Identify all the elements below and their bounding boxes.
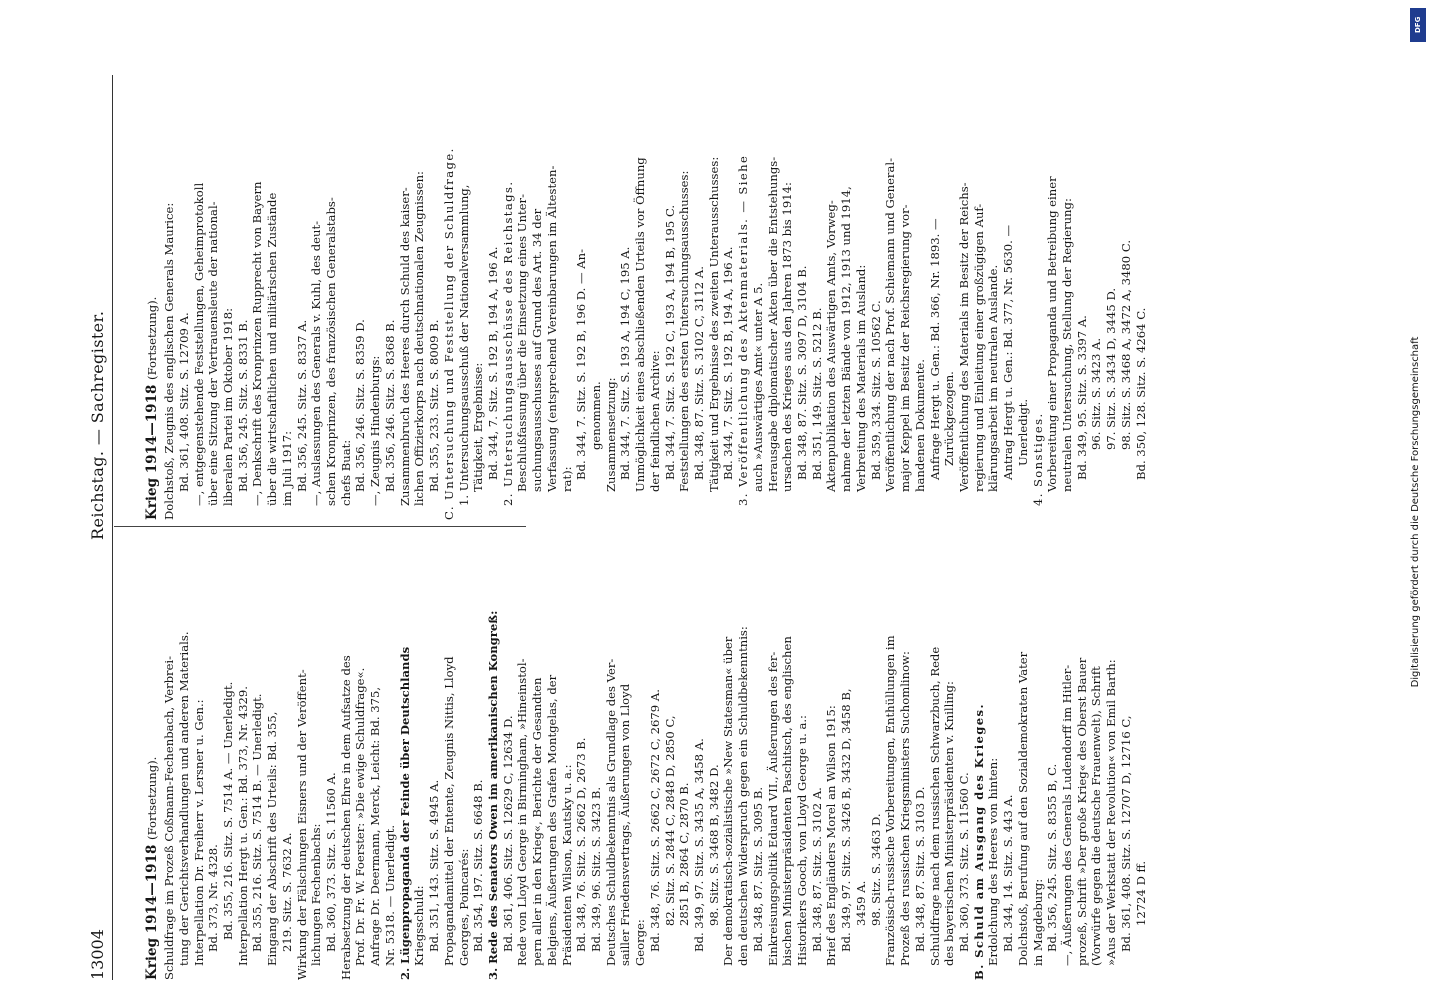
entry-text: Bd. 349, 96. Sitz. S. 3423 B. <box>588 786 603 952</box>
index-entry-line <box>942 75 957 520</box>
entry-text: regierung und Einleitung einer großzügigen Auf- <box>971 203 986 492</box>
index-entry-line <box>457 75 472 520</box>
index-entry-line <box>957 75 972 520</box>
entry-text: Erdolchung des Heeres von hinten: <box>986 757 1001 966</box>
entry-text: Bd. 344, 7. Sitz. S. 193 A, 194 C, 195 A. <box>618 246 633 480</box>
index-entry-line <box>427 530 442 980</box>
index-entry-line <box>412 530 427 980</box>
entry-text: 2. Untersuchungsausschüsse des Reichstags. <box>500 180 515 506</box>
index-entry-line <box>442 75 457 520</box>
index-entry-line <box>545 530 560 980</box>
entry-text: Bd. 348, 87. Sitz. S. 3103 D. <box>912 786 927 952</box>
index-entry-line <box>648 75 663 520</box>
index-entry-line <box>751 530 766 980</box>
entry-text: Bd. 356, 245. Sitz. S. 8331 B. <box>235 319 250 492</box>
index-entry-line <box>560 75 575 520</box>
entry-text: tung der Gerichtsverhandlungen und anderen Materials. <box>176 631 191 966</box>
entry-text: Bd. 359, 334. Sitz. S. 10562 C. <box>868 300 883 480</box>
index-entry-line <box>280 530 295 980</box>
index-entry-line <box>1075 75 1090 520</box>
entry-text: 98. Sitz. S. 3463 D. <box>868 813 883 926</box>
index-entry-line <box>1031 75 1046 520</box>
index-entry-line <box>1104 75 1119 520</box>
entry-text: pern aller in den Krieg«, Berichte der Gesandten <box>530 677 545 966</box>
index-entry-line <box>972 75 987 520</box>
index-entry-line <box>530 530 545 980</box>
entry-text: suchungsausschusses auf Grund des Art. 34 der <box>530 208 545 492</box>
entry-text: Bd. 350, 128. Sitz. S. 4264 C. <box>1133 307 1148 480</box>
entry-text: 2. Lügenpropaganda der Feinde über Deutschlands <box>397 646 412 980</box>
entry-text: George: <box>633 919 648 966</box>
entry-text: Einkreisungspolitik Eduard VII., Äußerungen des fer- <box>765 651 780 966</box>
entry-text: Bd. 349, 97. Sitz. S. 3426 B, 3432 D, 3458 B, <box>839 688 854 952</box>
entry-text: Kriegsschuld: <box>412 885 427 966</box>
index-entry-line <box>206 75 221 520</box>
entry-text: 82. Sitz. S. 2844 C, 2848 D, 2850 C, <box>662 715 677 926</box>
index-entry-line <box>339 530 354 980</box>
index-entry-line <box>589 530 604 980</box>
entry-text: Krieg 1914—1918 <box>144 839 160 980</box>
index-entry-line <box>295 530 310 980</box>
index-entry-line <box>309 530 324 980</box>
column-divider <box>114 526 526 527</box>
entry-text: Unerledigt. <box>1015 398 1030 466</box>
index-entry-line <box>663 530 678 980</box>
entry-text: Bd. 355, 216. Sitz. S. 7514 B. — Unerledigt. <box>250 693 265 952</box>
heading-continuation: (Fortsetzung). <box>145 756 159 840</box>
entry-text: des bayerischen Ministerpräsidenten v. Knilling: <box>942 681 957 966</box>
entry-text: 12724 D ff. <box>1133 860 1148 926</box>
index-entry-line <box>986 75 1001 520</box>
entry-text: Propagandamittel der Entente, Zeugnis Nittis, Lloyd <box>441 656 456 966</box>
entry-text: —, Denkschrift des Kronprinzen Rupprecht von Bayern <box>250 181 265 506</box>
index-entry-line <box>1104 530 1119 980</box>
entry-text: lichen Offizierkorps nach deutschnationalen Zeugnissen: <box>412 171 427 506</box>
index-entry-line <box>721 75 736 520</box>
entry-text: Verbreitung des Materials im Ausland: <box>853 264 868 492</box>
entry-text: Beschlußfassung über die Einsetzung eines Unter- <box>515 193 530 492</box>
running-head: Reichstag. — Sachregister. <box>88 310 107 540</box>
entry-text: —, Äußerungen des Generals Ludendorff im Hitler- <box>1059 664 1074 966</box>
entry-text: chefs Buat: <box>338 439 353 506</box>
index-entry-line <box>442 530 457 980</box>
index-entry-line <box>972 530 987 980</box>
section-heading <box>144 75 161 520</box>
index-entry-line <box>560 530 575 980</box>
entry-text: Bd. 349, 95. Sitz. S. 3397 A. <box>1074 315 1089 480</box>
index-entry-line <box>633 530 648 980</box>
index-entry-line <box>589 75 604 520</box>
index-entry-line <box>177 75 192 520</box>
index-entry-line <box>574 75 589 520</box>
index-entry-line <box>736 530 751 980</box>
entry-text: Zurückgezogen. <box>942 371 957 466</box>
index-entry-line <box>324 75 339 520</box>
index-entry-line <box>839 75 854 520</box>
entry-text: Tätigkeit, Ergebnisse: <box>471 362 486 492</box>
index-entry-line <box>898 75 913 520</box>
entry-text: Bd. 351, 143. Sitz. S. 4945 A. <box>427 779 442 952</box>
index-entry-line <box>766 75 781 520</box>
entry-text: Bd. 348, 76. Sitz. S. 2662 C, 2672 C, 2679 A. <box>647 689 662 952</box>
index-entry-line <box>633 75 648 520</box>
entry-text: Verfassung (entsprechend Vereinbarungen im Ältesten- <box>544 165 559 492</box>
index-entry-line <box>398 530 413 980</box>
entry-text: Krieg 1914—1918 <box>144 379 160 520</box>
page-number: 13004 <box>88 929 107 980</box>
index-entry-line <box>206 530 221 980</box>
index-entry-line <box>1075 530 1090 980</box>
index-entry-line <box>707 530 722 980</box>
entry-text: Bd. 361, 408. Sitz. S. 12707 D, 12716 C, <box>1118 715 1133 952</box>
index-entry-line <box>824 75 839 520</box>
entry-text: Prozeß des russischen Kriegsministers Suchomlinow: <box>898 651 913 966</box>
index-entry-line <box>854 75 869 520</box>
index-entry-line <box>942 530 957 980</box>
entry-text: auch »Auswärtiges Amt« unter A 5. <box>750 282 765 492</box>
index-entry-line <box>913 75 928 520</box>
index-entry-line <box>471 75 486 520</box>
index-entry-line <box>1134 530 1149 980</box>
entry-text: 98. Sitz. S. 3468 A, 3472 A, 3480 C. <box>1118 239 1133 450</box>
index-entry-line <box>574 530 589 980</box>
index-entry-line <box>162 530 177 980</box>
entry-text: Bd. 344, 7. Sitz. S. 192 B, 194 A, 196 A. <box>485 246 500 480</box>
entry-text: liberalen Partei im Oktober 1918: <box>221 308 236 506</box>
entry-text: handenen Dokumente. <box>912 359 927 492</box>
entry-text: 98. Sitz. S. 3468 B, 3482 D. <box>706 764 721 926</box>
entry-text: 97. Sitz. S. 3434 D, 3445 D. <box>1104 287 1119 450</box>
index-entry-line <box>353 75 368 520</box>
index-entry-line <box>192 530 207 980</box>
index-entry-line <box>1060 530 1075 980</box>
index-entry-line <box>515 530 530 980</box>
index-entry-line <box>883 75 898 520</box>
index-entry-line <box>250 530 265 980</box>
entry-text: Bd. 354, 197. Sitz. S. 6648 B. <box>471 779 486 952</box>
index-entry-line <box>1134 75 1149 520</box>
index-entry-line <box>162 75 177 520</box>
entry-text: Feststellungen des ersten Untersuchungsausschusses: <box>677 170 692 492</box>
entry-text: Französisch-russische Vorbereitungen, Enthüllungen im <box>883 635 898 966</box>
index-entry-line <box>721 530 736 980</box>
index-entry-line <box>265 530 280 980</box>
entry-text: Schuldfrage nach dem russischen Schwarzbuch, Rede <box>927 646 942 966</box>
index-entry-line <box>471 530 486 980</box>
index-entry-line <box>854 530 869 980</box>
index-entry-line <box>692 75 707 520</box>
index-entry-line <box>265 75 280 520</box>
entry-text: Antrag Hergt u. Gen.: Bd. 377, Nr. 5630. — <box>1001 224 1016 480</box>
index-entry-line <box>766 530 781 980</box>
entry-text: Nr. 5318. — Unerledigt. <box>382 824 397 966</box>
entry-text: Aktenpublikation des Auswärtigen Amts, Vorweg- <box>824 200 839 492</box>
index-entry-line <box>383 75 398 520</box>
entry-text: prozeß, Schrift »Der große Krieg« des Oberst Bauer <box>1074 657 1089 966</box>
index-entry-line <box>648 530 663 980</box>
entry-text: Veröffentlichung der nach Prof. Schiemann und General- <box>883 157 898 492</box>
index-entry-line <box>309 75 324 520</box>
index-entry-line <box>780 530 795 980</box>
index-entry-line <box>869 75 884 520</box>
index-entry-line <box>928 530 943 980</box>
index-entry-line <box>898 530 913 980</box>
index-entry-line <box>618 75 633 520</box>
index-entry-line <box>1001 530 1016 980</box>
entry-text: Rede von Lloyd George in Birmingham, »Hineinstol- <box>515 658 530 966</box>
entry-text: Bd. 348, 76. Sitz. S. 2662 D, 2673 B. <box>574 737 589 952</box>
index-entry-line <box>221 530 236 980</box>
entry-text: Bd. 351, 149. Sitz. S. 5212 B. <box>809 307 824 480</box>
entry-text: Veröffentlichung des Materials im Besitz der Reichs- <box>956 182 971 492</box>
entry-text: Anfrage Hergt u. Gen.: Bd. 366, Nr. 1893. — <box>927 218 942 480</box>
entry-text: rat): <box>559 466 574 492</box>
entry-text: Dolchstoß, Berufung auf den Sozialdemokraten Vater <box>1015 651 1030 966</box>
entry-text: Bd. 360, 373. Sitz. S. 11560 A. <box>324 772 339 952</box>
entry-text: Brief des Engländers Morel an Wilson 1915: <box>824 705 839 966</box>
index-entry-line <box>986 530 1001 980</box>
index-entry-line <box>1119 75 1134 520</box>
index-entry-line <box>1060 75 1075 520</box>
index-entry-line <box>1045 530 1060 980</box>
index-entry-line <box>353 530 368 980</box>
index-entry-line <box>515 75 530 520</box>
index-entry-line <box>295 75 310 520</box>
right-column <box>144 75 1148 520</box>
index-entry-line <box>486 75 501 520</box>
entry-text: Historikers Gooch, von Lloyd George u. a.: <box>795 715 810 966</box>
entry-text: Prof. Dr. Fr. W. Foerster: »Die ewige Schuldfrage«. <box>353 667 368 966</box>
entry-text: Bd. 344, 7. Sitz. S. 192 B, 196 D. — An- <box>574 248 589 480</box>
index-entry-line <box>250 75 265 520</box>
entry-text: Tätigkeit und Ergebnisse des zweiten Unterausschusses: <box>706 156 721 492</box>
entry-text: Bd. 348, 87. Sitz. S. 3095 B. <box>750 786 765 952</box>
index-entry-line <box>780 75 795 520</box>
index-entry-line <box>501 75 516 520</box>
entry-text: bischen Ministerpräsidenten Paschitsch, des englischen <box>780 636 795 966</box>
entry-text: Bd. 373, Nr. 4328. <box>206 844 221 952</box>
entry-text: —, Zeugnis Hindenburgs: <box>368 355 383 506</box>
index-entry-line <box>663 75 678 520</box>
entry-text: Anfrage Dr. Deermann, Merck, Leicht: Bd. 375, <box>368 686 383 966</box>
index-entry-line <box>618 530 633 980</box>
index-entry-line <box>677 75 692 520</box>
entry-text: ursachen des Krieges aus den Jahren 1873 bis 1914: <box>780 182 795 492</box>
entry-text: klärungsarbeit im neutralen Auslande. <box>986 264 1001 492</box>
index-entry-line <box>368 75 383 520</box>
digitization-note: Digitalisierung gefördert durch die Deutsche Forschungsgemeinschaft <box>1410 336 1421 688</box>
entry-text: 4. Sonstiges. <box>1030 412 1045 506</box>
index-entry-line <box>707 75 722 520</box>
index-entry-line <box>883 530 898 980</box>
entry-text: »Aus der Werkstatt der Revolution« von Emil Barth: <box>1104 659 1119 966</box>
entry-text: Zusammenbruch des Heeres durch Schuld des kaiser- <box>397 187 412 506</box>
index-entry-line <box>751 75 766 520</box>
index-entry-line <box>383 530 398 980</box>
index-entry-line <box>412 75 427 520</box>
index-entry-line <box>692 530 707 980</box>
entry-text: Bd. 348, 87. Sitz. S. 3102 A. <box>809 787 824 952</box>
index-entry-line <box>1089 75 1104 520</box>
index-entry-line <box>1045 75 1060 520</box>
index-entry-line <box>1119 530 1134 980</box>
entry-text: Georges, Poincarés: <box>456 848 471 966</box>
index-entry-line <box>810 75 825 520</box>
entry-text: Bd. 355, 216. Sitz. S. 7514 A. — Unerledigt. <box>221 681 236 940</box>
dfg-logo: DFG <box>1410 8 1426 42</box>
index-entry-line <box>677 530 692 980</box>
entry-text: Bd. 344, 7. Sitz. S. 192 C, 193 A, 194 B, 195 C. <box>662 204 677 480</box>
index-entry-line <box>177 530 192 980</box>
index-entry-line <box>839 530 854 980</box>
entry-text: Deutsches Schuldbekenntnis als Grundlage des Ver- <box>603 658 618 966</box>
index-entry-line <box>736 75 751 520</box>
entry-text: Unmöglichkeit eines abschließenden Urteils vor Öffnung <box>633 157 648 492</box>
entry-text: Bd. 361, 406. Sitz. S. 12629 C, 12634 D. <box>500 715 515 952</box>
index-entry-line <box>339 75 354 520</box>
index-entry-line <box>324 530 339 980</box>
index-entry-line <box>869 530 884 980</box>
entry-text: B. Schuld am Ausgang des Krieges. <box>971 703 986 980</box>
entry-text: schen Kronprinzen, des französischen Generalstabs- <box>324 197 339 506</box>
index-entry-line <box>1031 530 1046 980</box>
entry-text: über die wirtschaftlichen und militärischen Zustände <box>265 192 280 506</box>
rotated-register-page <box>16 20 1416 980</box>
index-entry-line <box>457 530 472 980</box>
index-entry-line <box>957 530 972 980</box>
entry-text: sailler Friedensvertrags, Äußerungen von Lloyd <box>618 683 633 966</box>
index-entry-line <box>913 530 928 980</box>
entry-text: Bd. 356, 245. Sitz. S. 8337 A. <box>294 319 309 492</box>
entry-text: nahme der letzten Bände von 1912, 1913 und 1914, <box>839 186 854 492</box>
entry-text: major Keppel im Besitz der Reichsregierung vor- <box>898 204 913 492</box>
entry-text: Bd. 360, 373. Sitz. S. 11560 C. <box>956 772 971 952</box>
index-entry-line <box>221 75 236 520</box>
entry-text: Dolchstoß, Zeugnis des englischen Generals Maurice: <box>162 202 177 520</box>
left-column <box>144 530 1148 980</box>
entry-text: 219. Sitz. S. 7632 A. <box>279 832 294 952</box>
entry-text: Bd. 348, 87. Sitz. S. 3102 C, 3112 A. <box>692 266 707 480</box>
entry-text: der feindlichen Archive: <box>647 350 662 492</box>
index-entry-line <box>486 530 501 980</box>
index-entry-line <box>236 75 251 520</box>
entry-text: Der demokratisch-sozialistische »New Statesman« über <box>721 636 736 966</box>
entry-text: 1. Untersuchungsausschuß der Nationalversammlung, <box>456 184 471 506</box>
entry-text: Schuldfrage im Prozeß Coßmann-Fechenbach, Verbrei- <box>162 655 177 980</box>
entry-text: im Juli 1917: <box>279 430 294 506</box>
page-header <box>84 75 113 980</box>
digitization-margin <box>1406 0 1426 1000</box>
entry-text: Bd. 349, 97. Sitz. S. 3435 A, 3458 A. <box>692 738 707 952</box>
entry-text: Interpellation Hergt u. Gen.: Bd. 373, Nr. 4329. <box>235 686 250 966</box>
entry-text: Bd. 344, 7. Sitz. S. 192 B, 194 A, 196 A. <box>721 246 736 480</box>
index-entry-line <box>1016 530 1031 980</box>
heading-continuation: (Fortsetzung). <box>145 296 159 380</box>
entry-text: Herausgabe diplomatischer Akten über die Entstehungs- <box>765 156 780 492</box>
entry-text: Zusammensetzung: <box>603 377 618 492</box>
index-entry-line <box>604 530 619 980</box>
entry-text: Bd. 361, 408. Sitz. S. 12709 A. <box>176 312 191 492</box>
section-heading <box>144 530 161 980</box>
entry-text: in Magdeburg: <box>1030 878 1045 966</box>
entry-text: Bd. 355, 233. Sitz. S. 8009 B. <box>427 319 442 492</box>
entry-text: —, Auslassungen des Generals v. Kuhl, des deut- <box>309 220 324 506</box>
entry-text: 2851 B, 2864 C, 2870 B. <box>677 782 692 926</box>
entry-text: 3459 A. <box>853 880 868 926</box>
entry-text: C. Untersuchung und Feststellung der Schuldfrage. <box>441 147 456 520</box>
entry-text: Interpellation Dr. Freiherr v. Lersner u. Gen.: <box>191 699 206 966</box>
index-entry-line <box>398 75 413 520</box>
index-entry-line <box>501 530 516 980</box>
entry-text: lichungen Fechenbachs: <box>309 823 324 966</box>
entry-text: —, entgegenstehende Feststellungen, Geheimprotokoll <box>191 182 206 506</box>
index-entry-line <box>280 75 295 520</box>
entry-text: 3. Rede des Senators Owen im amerikanischen Kongreß: <box>485 610 500 980</box>
entry-text: Bd. 356, 246. Sitz. S. 8359 D. <box>353 319 368 492</box>
index-entry-line <box>427 75 442 520</box>
entry-text: den deutschen Widerspruch gegen ein Schuldbekenntnis: <box>736 626 751 966</box>
index-entry-line <box>368 530 383 980</box>
entry-text: 3. Veröffentlichung des Aktenmaterials. — Siehe <box>736 154 751 506</box>
entry-text: Eingang der Abschrift des Urteils: Bd. 355, <box>265 711 280 966</box>
index-entry-line <box>530 75 545 520</box>
index-entry-line <box>795 75 810 520</box>
entry-text: Belgiens, Äußerungen des Grafen Montgelas, der <box>544 674 559 966</box>
entry-text: Wirkung der Fälschungen Eisners und der Veröffent- <box>294 669 309 980</box>
index-entry-line <box>1016 75 1031 520</box>
index-entry-line <box>604 75 619 520</box>
index-entry-line <box>824 530 839 980</box>
entry-text: Präsidenten Wilson, Kautsky u. a.: <box>559 764 574 966</box>
entry-text: Vorbereitung einer Propaganda und Betreibung einer <box>1045 176 1060 492</box>
index-entry-line <box>192 75 207 520</box>
entry-text: Bd. 344, 14. Sitz. S. 443 A. <box>1001 794 1016 952</box>
entry-text: über eine Sitzung der Vertrauensleute der national- <box>206 201 221 506</box>
entry-text: neutralen Untersuchung, Stellung der Regierung: <box>1059 198 1074 492</box>
index-entry-line <box>928 75 943 520</box>
index-entry-line <box>810 530 825 980</box>
entry-text: Bd. 348, 87. Sitz. S. 3097 D, 3104 B. <box>795 265 810 480</box>
entry-text: Herabsetzung der deutschen Ehre in dem Aufsatze des <box>338 655 353 980</box>
index-entry-line <box>1001 75 1016 520</box>
entry-text: (Vorwürfe gegen die deutsche Frauenwelt), Schrift <box>1089 666 1104 966</box>
entry-text: genommen. <box>588 381 603 450</box>
index-entry-line <box>795 530 810 980</box>
index-entry-line <box>545 75 560 520</box>
index-entry-line <box>236 530 251 980</box>
entry-text: Bd. 356, 245. Sitz. S. 8355 B, C. <box>1045 763 1060 952</box>
index-entry-line <box>1089 530 1104 980</box>
entry-text: Bd. 356, 246. Sitz. S. 8368 B. <box>382 319 397 492</box>
entry-text: 96. Sitz. S. 3423 A. <box>1089 337 1104 450</box>
